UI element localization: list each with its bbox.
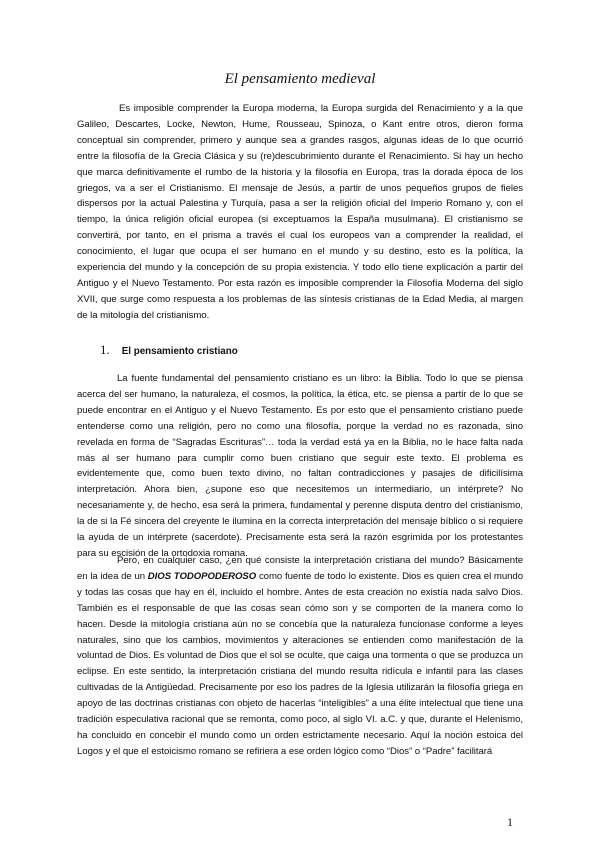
paragraph-3-text-before: Pero, en cualquier caso, ¿en qué consiste la interpretación cristiana del mundo? Básicamente en la idea de un — [77, 555, 523, 582]
paragraph-3-text-after: como fuente de todo lo existente. Dios es quien crea el mundo y todas las cosas que hay en él, incluido el hombre. Antes de esta creación no existía nada salvo Dios. También es el responsable de que las cosas sean cómo son y se comporten de la manera como lo hacen. Desde la mitología cristiana aún no se concebía que la naturaleza funcionase conforme a leyes naturales, sino que los cambios, movimientos y alteraciones se entienden como manifestación de la voluntad de Dios. Es voluntad de Dios que el sol se oculte, que caiga una tormenta o que se produzca un eclipse. En este sentido, la interpretación cristiana del mundo resulta ridícula e infantil para las clases cultivadas de la Antigüedad. Precisamente por eso los padres de la Iglesia utilizarán la filosofía griega en apoyo de las doctrinas cristianas con objeto de hacerlas “inteligibles” a una élite intelectual que tiene una tradición especulativa racional que se remonta, como poco, al siglo VI. a.C. y que, durante el Helenismo, ha concluido en concebir el mundo como un orden estrictamente necesario. Aquí la noción estoica del Logos y el que el estoicismo romano se refiriera a ese orden lógico como “Dios” o “Padre” facilitará — [77, 570, 523, 757]
document-title: El pensamiento medieval — [224, 71, 376, 87]
section-number: 1. — [100, 342, 110, 357]
paragraph-bible-source: La fuente fundamental del pensamiento cristiano es un libro: la Biblia. Todo lo que se piensa acerca del ser humano, la naturaleza, el cosmos, la política, la ética, etc. se piensa a partir de lo que se puede encontrar en el Antiguo y el Nuevo Testamento. Es por esto que el pensamiento cristiano puede entenderse como una religión, pero no como una filosofía, porque la verdad no es razonada, sino revelada en forma de “Sagradas Escrituras”… toda la verdad está ya en la Biblia, no le hace falta nada más al ser humano para cumplir como buen cristiano que seguir este texto. El problema es evidentemente que, como buen texto divino, no faltan contradicciones y pasajes de dificilísima interpretación. Ahora bien, ¿supone eso que necesitemos un intermediario, un intérprete? No necesariamente y, de hecho, esa será la primera, fundamental y perenne disputa dentro del cristianismo, la de si la Fé sincera del creyente le ilumina en la correcta interpretación del mensaje bíblico o si requiere la ayuda de un intérprete (sacerdote). Precisamente esta será la razón esgrimida por los protestantes para su escisión de la ortodoxia romana. — [77, 373, 523, 559]
paragraph-christian-worldview — [77, 553, 523, 760]
page-number: 1 — [507, 815, 513, 829]
emphasis-dios-todopoderoso: DIOS TODOPODEROSO — [147, 570, 257, 582]
intro-paragraph: Es imposible comprender la Europa moderna, la Europa surgida del Renacimiento y a la que Galileo, Descartes, Locke, Newton, Hume, Rousseau, Spinoza, o Kant entre otros, dieron forma conceptual sin comprender, primero y aunque sea a grandes rasgos, algunas ideas de lo que ocurrió entre la filosofía de la Grecia Clásica y su (re)descubrimiento durante el Renacimiento. Si hay un hecho que marca definitivamente el rumbo de la historia y la filosofía en Europa, tras la dorada época de los griegos, va a ser el Cristianismo. El mensaje de Jesús, a partir de unos pequeños grupos de fieles dispersos por la actual Palestina y Turquía, pasa a ser la religión oficial del Imperio Romano y, con el tiempo, la única religión oficial europea (si exceptuamos la España musulmana). El cristianismo se convertirá, por tanto, en el prisma a través el cual los europeos van a comprender la realidad, el conocimiento, el lugar que ocupa el ser humano en el mundo y su destino, esto es la política, la experiencia del mundo y la concepción de su propia existencia. Y todo ello tiene explicación a partir del Antiguo y el Nuevo Testamento. Por esta razón es imposible comprender la Filosofía Moderna del siglo XVII, que surge como respuesta a los problemas de las síntesis cristianas de la Edad Media, al margen de la mitología del cristianismo. — [77, 103, 523, 321]
section-heading — [100, 342, 238, 358]
section-heading-text: El pensamiento cristiano — [121, 346, 238, 357]
